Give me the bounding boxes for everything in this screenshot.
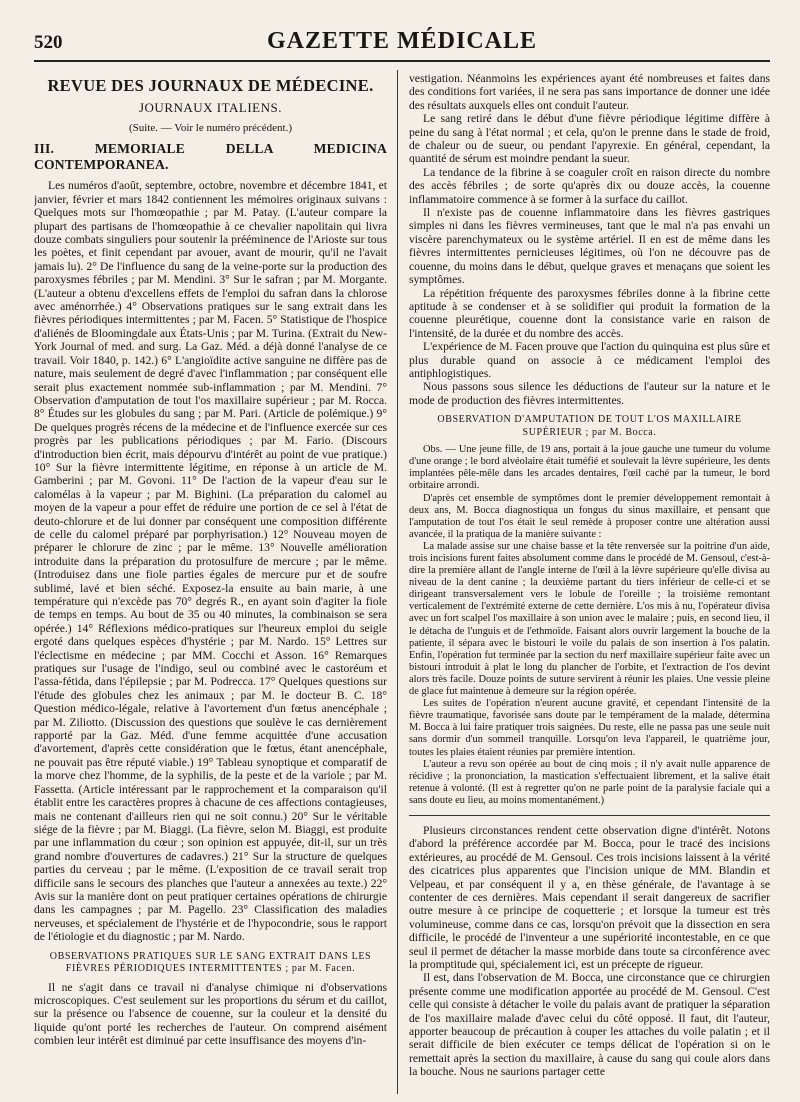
left-column (34, 72, 387, 1092)
contents-paragraph: Les numéros d'août, septembre, octobre, novembre et décembre 1841, et janvier, février et mars 1842 contiennent les mémoires originaux suivans : Quelques mots sur l'homœopathie ; par M. Patay. (L'auteur compare la plupart des partisans de l'homœopathie à ce chevalier napolitain qui livra douze combats singuliers pour soutenir la prééminence de l'Arioste sur tous les poètes, et finit cependant par avouer, avant de mourir, qu'il ne l'avait jamais lu). 2° De l'influence du sang de la veine-porte sur la production des paroxysmes fébriles ; par M. Mendini. 3° Sur le safran ; par M. Morgante. (L'auteur a obtenu d'excellens effets de l'emploi du safran dans la chlorose avec aménorrhée.) 4° Observations pratiques sur le sang extrait dans les fièvres périodiques intermittentes ; par M. Facen. 5° Statistique de l'hospice d'aliénés de Bloomingdale aux États-Unis ; par M. Turina. (Extrait du New-York Journal of med. and surg. La Gaz. Méd. a déjà donné l'analyse de ce travail. Voir 1840, p. 142.) 6° L'angioïdite active sanguine ne diffère pas de nature, mais seulement de degré d'avec l'inflammation ; par conséquent elle serait plus exactement nommée sub-inflammation ; par M. Mendini. 7° Observation d'amputation de tout l'os maxillaire supérieur ; par M. Rocca. 8° Études sur les globules du sang ; par M. Pari. (Article de polémique.) 9° De quelques progrès récens de la médecine et de l'influence exercée sur ces progrès par les publications périodiques ; par M. Fario. (Discours d'introduction bien écrit, mais dépourvu d'intérêt au point de vue pratique.) 10° Sur la fièvre intermittente légitime, en réponse à un article de M. Gamberini ; par M. Govoni. 11° De l'action de la vapeur d'eau sur le calomélas à la vapeur ; par M. Bighini. (La préparation du calomel au moyen de la vapeur a pour effet de réduire une portion de ce sel à l'état de deuto-chlorure et de lui donner par conséquent une composition différente de celle du calomel préparé par porphyrisation.) 12° Nouveau moyen de préparer le chlorure de zinc ; par le même. 13° Nouvelle amélioration introduite dans la préparation du protosulfure de mercure ; par le même. (Introduisez dans une fiole parties égales de mercure pur et de soufre sublimé, lavé et bien séché. Exposez-la ensuite au bain marie, à une température qui n'excède pas 70° degrés R., en ayant soin d'agiter la fiole de temps en temps. Au bout de 35 ou 40 minutes, la combinaison se sera opérée.) 14° Réflexions médico-pratiques sur l'heureux emploi du seigle ergoté dans quelques espèces d'hystérie ; par M. Nardo. 15° Lettres sur l'éclectisme en médecine ; par MM. Cocchi et Asson. 16° Remarques pratiques sur l'usage de l'indigo, seul ou combiné avec le castoréum et l'assa-fétida, dans l'épilepsie ; par M. Podrecca. 17° Quelques questions sur l'étude des globules chez les animaux ; par M. le docteur B. C. 18° Question médico-légale, relative à l'avortement d'un fœtus anencéphale ; par M. Ziliotto. (Discussion des questions que soulève le cas dernièrement rapporté par la Gaz. Méd. d'une femme acquittée d'une accusation d'avortement, d'après cette considération que le fœtus, étant anencéphale, ne pouvait pas être réputé viable.) 19° Tableau synoptique et comparatif de la morve chez l'homme, de la syphilis, de la peste et de la variole ; par M. Fassetta. (Article intéressant par le rapprochement et la comparaison qu'il établit entre les caractères propres à chacune de ces affections contagieuses, mais ne contenant d'ailleurs rien qui ne soit connu.) 20° Sur le véritable siége de la fièvre ; par M. Biaggi. (La fièvre, selon M. Biaggi, est produite par une inflammation du cœur ; son opinion est appuyée, dit-il, sur un très grand nombre d'ouvertures de cadavres.) 21° Sur la structure de quelques parties du cerveau ; par le même. (L'exposition de ce travail serait trop difficile sans le secours des planches que l'auteur a annexées au texte.) 22° Avis sur la manière dont on peut pratiquer certaines opérations de chirurgie dans les campagnes ; par M. Pagello. 23° Classification des maladies nerveuses, et spécialement de l'hystérie et de l'hypocondrie, sous le rapport de l'étiologie et du diagnostic ; par M. Nardo. (34, 179, 387, 944)
observation-paragraph: Les suites de l'opération n'eurent aucune gravité, et cependant l'intensité de la fièvre traumatique, favorisée sans doute par le tempérament de la malade, détermina M. Bocca à lui faire pratiquer trois saignées. Du reste, elle ne passa pas une seule nuit sans dormir d'un sommeil tranquille. Lorsqu'on leva l'appareil, le quatrième jour, toutes les plaies étaient réunies par première intention. (409, 698, 770, 758)
page-number: 520 (34, 32, 63, 53)
page-header (34, 28, 770, 62)
observation-paragraph: Obs. — Une jeune fille, de 19 ans, portait à la joue gauche une tumeur du volume d'une orange ; le bord alvéolaire était tuméfié et soulevait la lèvre supérieure, les dents implantées pêle-mêle dans les arcades dentaires, l'œil caché par la tumeur, le bord orbitaire arrondi. (409, 444, 770, 492)
article-paragraph: L'expérience de M. Facen prouve que l'action du quinquina est plus sûre et plus durable quand on associe à ce médicament l'emploi des antiphlogistiques. (409, 340, 770, 380)
section-subtitle: JOURNAUX ITALIENS. (138, 100, 282, 115)
section-rule (409, 815, 770, 816)
article-paragraph: Nous passons sous silence les déductions de l'auteur sur la nature et le mode de production des fièvres intermittentes. (409, 380, 770, 407)
article-paragraph: Il ne s'agit dans ce travail ni d'analyse chimique ni d'observations microscopiques. C'est seulement sur les proportions du sérum et du caillot, sur la présence ou l'absence de couenne, sur la couleur et la densité du liquide qu'ont porté les recherches de l'auteur. On comprend aisément combien leur intérêt est diminué par cette insuffisance des moyens d'in- (34, 980, 387, 1048)
observation-paragraph: L'auteur a revu son opérée au bout de cinq mois ; il n'y avait nulle apparence de récidive ; la prononciation, la mastication s'effectuaient librement, et la salive était retenue à volonté. (Il est à regretter qu'on ne parle point de la paralysie faciale qui a sans doute eu lieu, au moins momentanément.) (409, 758, 770, 806)
article-paragraph: La répétition fréquente des paroxysmes fébriles donne à la fibrine cette aptitude à se condenser et à se solidifier qui produit la formation de la couenne pleurétique, couenne dont la consistance varie en raison de l'intensité, de la durée et du nombre des accès. (409, 286, 770, 340)
article-paragraph: Il est, dans l'observation de M. Bocca, une circonstance que ce chirurgien présente comme une modification apportée au procédé de M. Gensoul. C'est celle qui consiste à détacher le voile du palais avant de pratiquer la séparation de l'os maxillaire malade d'avec celui du côté opposé. Il faut, dit l'auteur, apporter beaucoup de précaution à couper les attaches du voile palatin ; et il serait difficile de bien exécuter ce temps délicat de l'opération si on le remettait après la section du maxillaire, à cause du sang qui coule alors dans la bouche. Nous ne saurions partager cette (409, 971, 770, 1079)
article-paragraph: Le sang retiré dans le début d'une fièvre périodique légitime diffère à peine du sang à l'état normal ; et cela, qu'on le prenne dans le stade de froid, de chaleur ou de sueur, ou pendant l'apyrexie. En général, cependant, la quantité de sérum est moindre pendant la sueur. (409, 112, 770, 166)
article-paragraph: vestigation. Néanmoins les expériences ayant été nombreuses et faites dans des conditions fort variées, il ne sera pas sans importance de donner une idée des résultats auxquels elles ont conduit l'auteur. (409, 72, 770, 112)
journal-title: GAZETTE MÉDICALE (266, 28, 538, 54)
right-column (409, 72, 770, 1092)
observation-paragraph: La malade assise sur une chaise basse et la tête renversée sur la poitrine d'un aide, trois incisions furent faites absolument comme dans le procédé de M. Gensoul, c'est-à-dire la première allant de l'angle interne de l'œil à la lèvre supérieure qu'elle divisa au niveau de la dent canine ; la deuxième partant du tiers inférieur de celle-ci et se dirigeant transversalement vers le lobule de l'oreille ; la troisième remontant verticalement de l'extrémité externe de cette dernière. L'os mis à nu, l'opérateur divisa avec un fort scalpel l'os maxillaire à son union avec le malaire ; puis, en second lieu, il le détacha de l'unguis et de l'ethmoïde. Faisant alors ouvrir largement la bouche de la patiente, il sépara avec le bistouri le voile du palais de son insertion à l'os palatin. Enfin, l'opération fut terminée par la section du nerf maxillaire supérieur faite avec un bistouri introduit à plat le long du plancher de l'orbite, et l'extraction de l'os devint alors très facile. Douze points de suture servirent à réunir les plaies. Une vessie pleine de glace fut maintenue à demeure sur la région opérée. (409, 540, 770, 698)
continuation-note: (Suite. — Voir le numéro précédent.) (128, 122, 293, 134)
article-paragraph: Plusieurs circonstances rendent cette observation digne d'intérêt. Notons d'abord la préférence accordée par M. Bocca, pour le tracé des incisions extérieures, au procédé de M. Gensoul. Ces trois incisions laissent à la vérité des cicatrices plus apparentes que l'incision unique de MM. Blandin et Velpeau, et par conséquent il y a, en thèse générale, de l'avantage à se contenter de ces dernières. Mais cependant il serait dangereux de sacrifier outre mesure à ce principe de coquetterie ; et lorsque la tumeur est très volumineuse, comme dans ce cas, lorsqu'on prévoit que la dissection en sera difficile, le procédé de l'inventeur a une supériorité incontestable, en ce que seul il permet de détacher la masse morbide dans toute sa circonférence avec la promptitude qui, spécialement ici, est un précepte de rigueur. (409, 823, 770, 972)
observation-block (409, 444, 770, 807)
section-title: REVUE DES JOURNAUX DE MÉDECINE. (47, 76, 374, 95)
column-divider (397, 70, 398, 1094)
article-subheading: OBSERVATIONS PRATIQUES SUR LE SANG EXTRAIT DANS LES FIÈVRES PÉRIODIQUES INTERMITTENTES ; par M. Facen. (49, 950, 372, 975)
article-paragraph: La tendance de la fibrine à se coaguler croît en raison directe du nombre des accès fébriles ; de sorte qu'après dix ou douze accès, la couenne inflammatoire commence à se former à la surface du caillot. (409, 165, 770, 206)
article-paragraph: Il n'existe pas de couenne inflammatoire dans les fièvres gastriques simples ni dans les fièvres vermineuses, tant que le mal n'a pas envahi un viscère parenchymateux ou le système artériel. Il en est de même dans les fièvres intermittentes pernicieuses légitimes, où l'on ne découvre pas de couenne, du moins dans le début, quelque graves et menaçans que soient les symptômes. (409, 206, 770, 287)
article-subheading: OBSERVATION D'AMPUTATION DE TOUT L'OS MAXILLAIRE SUPÉRIEUR ; par M. Bocca. (437, 414, 742, 438)
journal-heading: III. MEMORIALE DELLA MEDICINA CONTEMPORANEA. (34, 141, 387, 173)
observation-paragraph: D'après cet ensemble de symptômes dont le premier développement remontait à deux ans, M. Bocca diagnostiqua un fongus du sinus maxillaire, et pensant que l'amputation de tout l'os était le seul remède à proposer contre une altération aussi avancée, il la pratiqua de la manière suivante : (409, 492, 770, 540)
